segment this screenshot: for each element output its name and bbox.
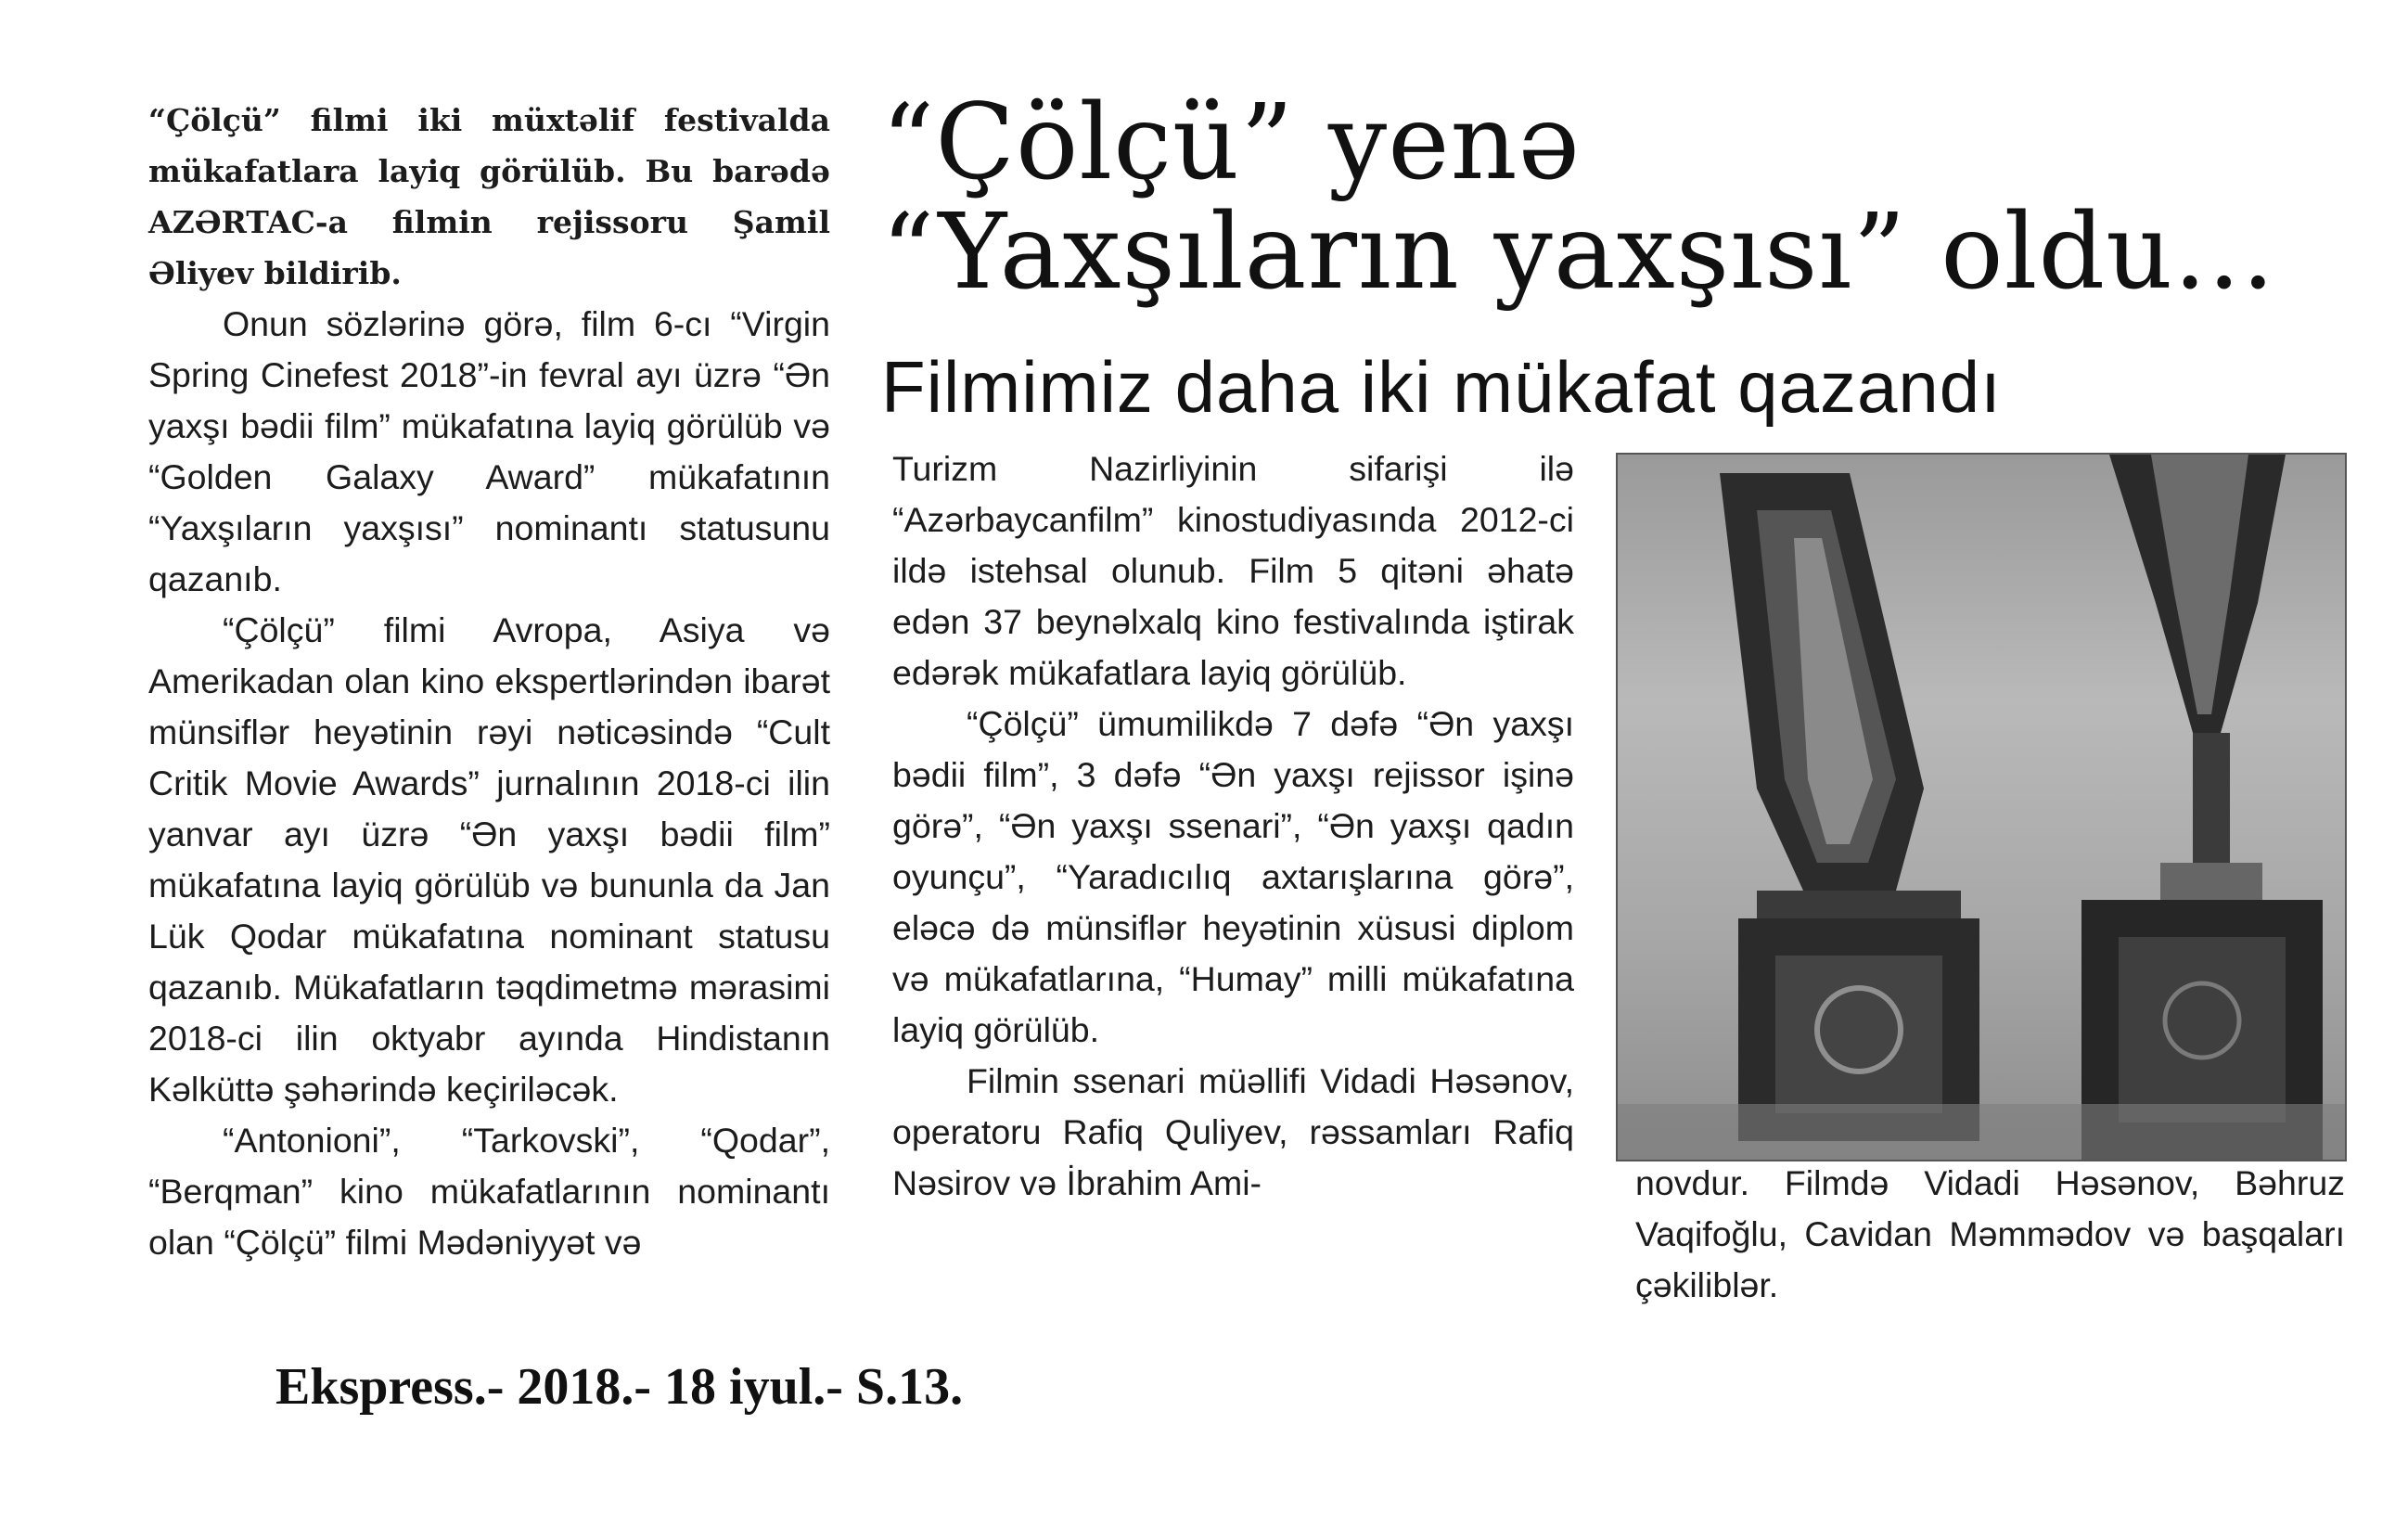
trophies-illustration	[1618, 455, 2345, 1160]
right-column	[1635, 1158, 2345, 1311]
lead-paragraph: “Çölçü” filmi iki müxtəlif festivalda mükafatlara layiq görülüb. Bu barədə AZƏRTAC-a filmin rejissoru Şamil Əliyev bildirib.	[148, 102, 830, 291]
body-paragraph: “Antonioni”, “Tarkovski”, “Qodar”, “Berqman” kino mükafatlarının nominantı olan “Çölçü” filmi Mədəniyyət və	[148, 1121, 830, 1262]
body-paragraph: Turizm Nazirliyinin sifarişi ilə “Azərbaycanfilm” kinostudiyasında 2012-ci ildə istehsal olunub. Film 5 qitəni əhatə edən 37 beynəlxalq kino festivalında iştirak edərək mükafatlara layiq görülüb.	[892, 449, 1574, 692]
subheadline: Filmimiz daha iki mükafat qazandı	[881, 346, 2002, 428]
headline	[881, 83, 2319, 313]
headline-line-1: “Çölçü” yenə	[881, 83, 1581, 203]
body-paragraph: “Çölçü” ümumilikdə 7 dəfə “Ən yaxşı bədii film”, 3 dəfə “Ən yaxşı rejissor işinə görə”, “Ən yaxşı ssenari”, “Ən yaxşı qadın oyunçu”, “Yaradıcılıq axtarışlarına görə”, eləcə də münsiflər heyətinin xüsusi diplom və mükafatlarına, “Humay” milli mükafatına layiq görülüb.	[892, 704, 1574, 1049]
body-paragraph: novdur. Filmdə Vidadi Həsənov, Bəhruz Vaqifoğlu, Cavidan Məmmədov və başqaları çəkiliblər.	[1635, 1163, 2345, 1304]
body-paragraph: Onun sözlərinə görə, film 6-cı “Virgin Spring Cinefest 2018”-in fevral ayı üzrə “Ən yaxşı bədii film” mükafatına layiq görülüb və “Golden Galaxy Award” mükafatının “Yaxşıların yaxşısı” nominantı statusunu qazanıb.	[148, 304, 830, 598]
middle-column	[892, 443, 1574, 1209]
headline-line-2: “Yaxşıların yaxşısı” oldu...	[881, 192, 2276, 313]
body-paragraph: “Çölçü” filmi Avropa, Asiya və Amerikadan olan kino ekspertlərindən ibarət münsiflər heyətinin rəyi nəticəsində “Cult Critik Movie Awards” jurnalının 2018-ci ilin yanvar ayı üzrə “Ən yaxşı bədii film” mükafatına layiq görülüb və bununla da Jan Lük Qodar mükafatına nominant statusu qazanıb. Mükafatların təqdimetmə mərasimi 2018-ci ilin oktyabr ayında Hindistanın Kəlküttə şəhərində keçiriləcək.	[148, 610, 830, 1109]
left-column	[148, 95, 830, 1268]
trophies-photo	[1616, 453, 2347, 1161]
body-paragraph: Filmin ssenari müəllifi Vidadi Həsənov, operatoru Rafiq Quliyev, rəssamları Rafiq Nəsirov və İbrahim Ami-	[892, 1061, 1574, 1202]
source-citation: Ekspress.- 2018.- 18 iyul.- S.13.	[275, 1358, 964, 1416]
